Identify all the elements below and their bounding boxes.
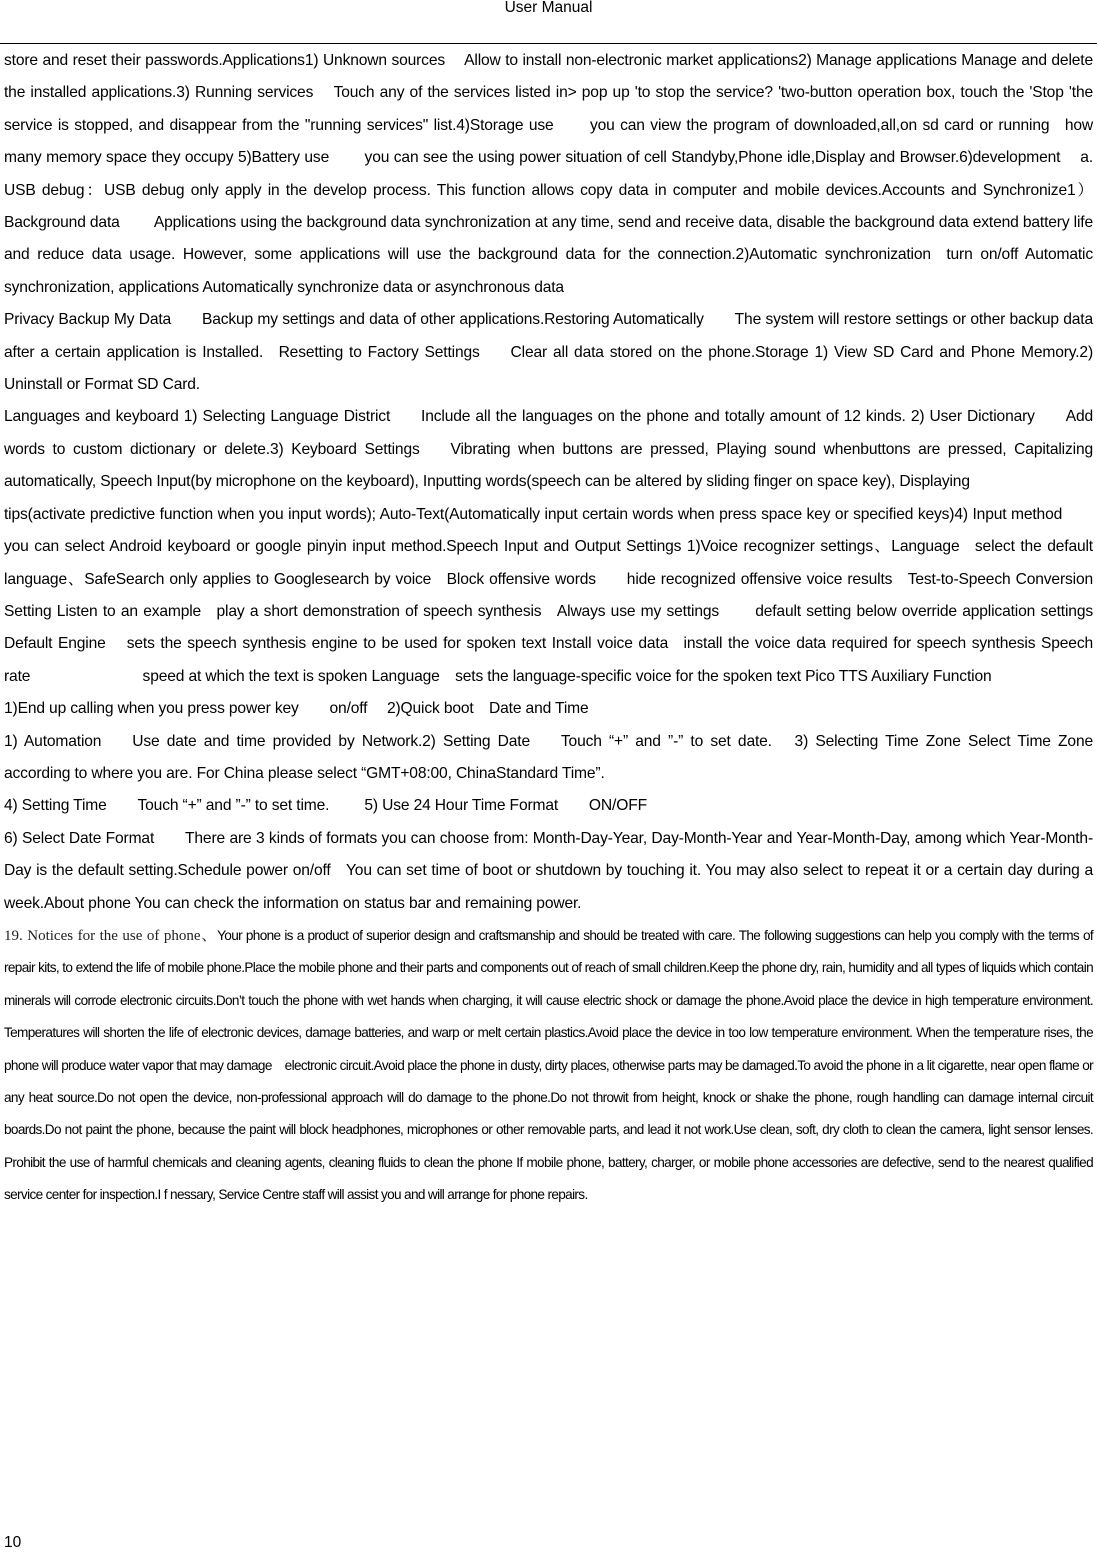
- paragraph-date-time: 1) Automation Use date and time provided by Network.2) Setting Date Touch “+” and ”-” to set date. 3) Selecting Time Zone Select Time Zone according to where you are. For China please select “GMT+08:00, ChinaStandard Time”.: [4, 732, 1093, 782]
- manual-body: [4, 45, 1093, 1212]
- page-number: 10: [4, 1534, 22, 1551]
- paragraph-power-key: 1)End up calling when you press power key on/off 2)Quick boot Date and Time: [4, 700, 589, 718]
- paragraph-notices: [4, 920, 1093, 1212]
- notices-body: Your phone is a product of superior design and craftsmanship and should be treated with care. The following suggestions can help you comply with the terms of repair kits, to extend the life of mobile phone.Place the mobile phone and their parts and components out of reach of small children.Keep the phone dry, rain, humidity and all types of liquids which contain minerals will corrode electronic circuits.Don’t touch the phone with wet hands when charging, it will cause electric shock or damage the phone.Avoid place the device in high temperature environment. Temperatures will shorten the life of electronic devices, damage batteries, and warp or melt certain plastics.Avoid place the device in too low temperature environment. When the temperature rises, the phone will produce water vapor that may damage electronic circuit.Avoid place the phone in dusty, dirty places, otherwise parts may be damaged.To avoid the phone in a lit cigarette, near open flame or any heat source.Do not open the device, non-professional approach will do damage to the phone.Do not throwit from height, knock or shake the phone, rough handling can damage internal circuit boards.Do not paint the phone, because the paint will block headphones, microphones or other removable parts, and lead it not work.Use clean, soft, dry cloth to clean the camera, light sensor lenses. Prohibit the use of harmful chemicals and cleaning agents, cleaning fluids to clean the phone If mobile phone, battery, charger, or mobile phone accessories are defective, send to the nearest qualified service center for inspection.I f nessary, Service Centre staff will assist you and will arrange for phone repairs.: [4, 927, 1093, 1203]
- paragraph-time-format: 4) Setting Time Touch “+” and ”-” to set time. 5) Use 24 Hour Time Format ON/OFF: [4, 797, 647, 815]
- paragraph-date-format-about: 6) Select Date Format There are 3 kinds of formats you can choose from: Month-Day-Year, Day-Month-Year and Year-Month-Day, among which Year-Month-Day is the default setting.Schedule power on/off You can set time of boot or shutdown by touching it. You may also select to repeat it or a certain day during a week.About phone You can check the information on status bar and remaining power.: [4, 829, 1093, 912]
- header-title: User Manual: [504, 0, 593, 16]
- paragraph-privacy-storage: Privacy Backup My Data Backup my settings and data of other applications.Restoring Automatically The system will restore settings or other backup data after a certain application is Installed. Resetting to Factory Settings Clear all data stored on the phone.Storage 1) View SD Card and Phone Memory.2) Uninstall or Format SD Card.: [4, 311, 1093, 394]
- notices-heading: 19. Notices for the use of phone、: [4, 927, 218, 944]
- paragraph-applications-accounts: store and reset their passwords.Applications1) Unknown sources Allow to install non-electronic market applications2) Manage applications Manage and delete the installed applications.3) Running services Touch any of the services listed in> pop up 'to stop the service? 'two-button operation box, touch the 'Stop 'the service is stopped, and disappear from the "running services" list.4)Storage use you can view the program of downloaded,all,on sd card or running how many memory space they occupy 5)Battery use you can see the using power situation of cell Standyby,Phone idle,Display and Browser.6)development a. USB debug：USB debug only apply in the develop process. This function allows copy data in computer and mobile devices.Accounts and Synchronize1）Background data Applications using the background data synchronization at any time, send and receive data, disable the background data extend battery life and reduce data usage. However, some applications will use the background data for the connection.2)Automatic synchronization turn on/off Automatic synchronization, applications Automatically synchronize data or asynchronous data: [4, 52, 1093, 296]
- page-header: [0, 0, 1097, 44]
- paragraph-input-speech: tips(activate predictive function when you input words); Auto-Text(Automatically input certain words when press space key or specified keys)4) Input method you can select Android keyboard or google pinyin input method.Speech Input and Output Settings 1)Voice recognizer settings、Language select the default language、SafeSearch only applies to Googlesearch by voice Block offensive words hide recognized offensive voice results Test-to-Speech Conversion Setting Listen to an example play a short demonstration of speech synthesis Always use my settings default setting below override application settings Default Engine sets the speech synthesis engine to be used for spoken text Install voice data install the voice data required for speech synthesis Speech rate speed at which the text is spoken Language sets the language-specific voice for the spoken text Pico TTS Auxiliary Function: [4, 505, 1093, 685]
- paragraph-languages-keyboard: Languages and keyboard 1) Selecting Language District Include all the languages on the phone and totally amount of 12 kinds. 2) User Dictionary Add words to custom dictionary or delete.3) Keyboard Settings Vibrating when buttons are pressed, Playing sound whenbuttons are pressed, Capitalizing automatically, Speech Input(by microphone on the keyboard), Inputting words(speech can be altered by sliding finger on space key), Displaying: [4, 408, 1093, 491]
